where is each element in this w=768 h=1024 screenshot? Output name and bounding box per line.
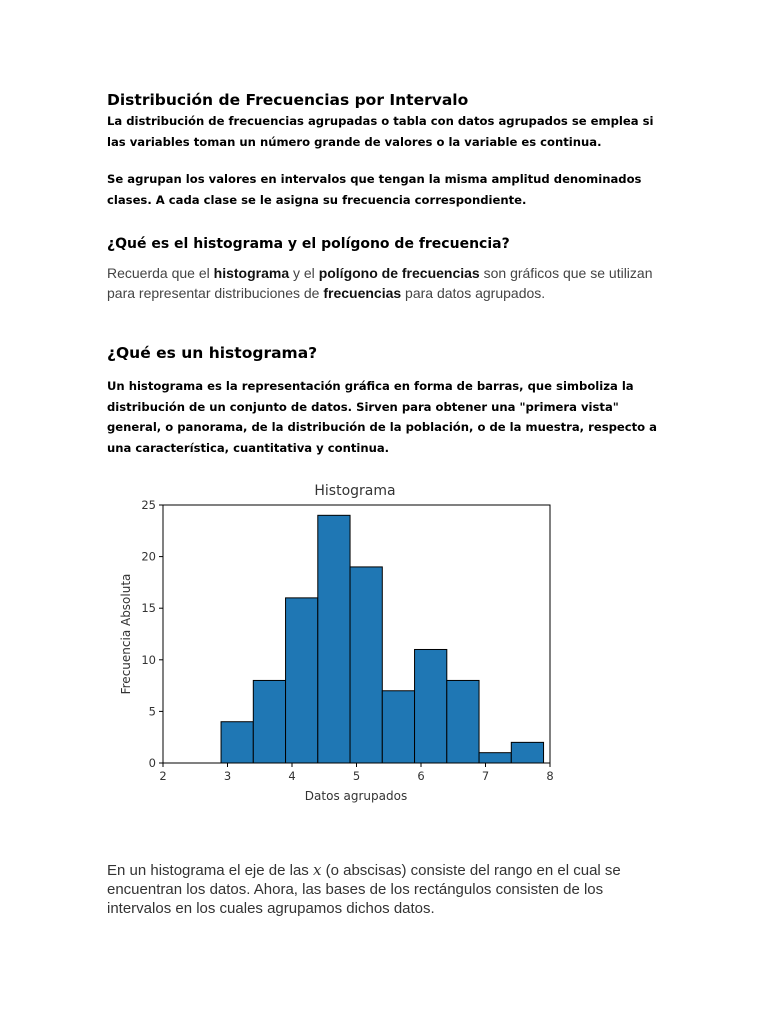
text-span: para datos agrupados. xyxy=(401,285,546,301)
histogram-bar xyxy=(415,649,447,763)
x-tick-label: 8 xyxy=(546,769,554,783)
text-span: son gráficos que se utilizan para representar distribuciones de xyxy=(107,265,653,301)
histogram-bar xyxy=(511,742,543,763)
x-tick-label: 4 xyxy=(288,769,296,783)
histogram-bar xyxy=(350,567,382,763)
text-span: En un histograma el eje de las xyxy=(107,862,313,879)
x-tick-label: 2 xyxy=(159,769,167,783)
histogram-bar xyxy=(479,753,511,763)
chart-title: Histograma xyxy=(314,483,396,499)
paragraph-eje-x xyxy=(107,861,647,918)
bold-term-poligono: polígono de frecuencias xyxy=(318,265,480,281)
text-span: Recuerda que el xyxy=(107,265,214,281)
bold-term-histograma: histograma xyxy=(213,265,290,281)
y-tick-label: 5 xyxy=(148,704,156,719)
histogram-bar xyxy=(286,598,318,763)
y-tick-label: 20 xyxy=(141,549,156,564)
x-tick-label: 5 xyxy=(352,769,361,783)
section-title-histograma-poligono: ¿Qué es el histograma y el polígono de frecuencia? xyxy=(107,236,510,252)
x-tick-label: 3 xyxy=(223,769,232,783)
y-tick-label: 25 xyxy=(141,498,156,512)
text-span: (o abscisas) consiste del rango en el cual se encuentran los datos. Ahora, las bases de los rectángulos consisten de los intervalos en los cuales agrupamos dichos datos. xyxy=(107,862,621,917)
y-axis-label: Frecuencia Absoluta xyxy=(119,573,133,695)
bold-term-frecuencias: frecuencias xyxy=(323,285,402,301)
histogram-bar xyxy=(221,722,253,763)
paragraph-recuerda xyxy=(107,263,667,303)
text-span: y el xyxy=(289,265,319,281)
histogram-bar xyxy=(318,515,350,763)
section-title-distribucion: Distribución de Frecuencias por Intervalo xyxy=(107,91,469,109)
paragraph-definicion: La distribución de frecuencias agrupadas o tabla con datos agrupados se emplea si las variables toman un número grande de valores o la variable es continua. xyxy=(107,114,654,149)
histogram-bar xyxy=(382,691,414,763)
paragraph-histograma-def: Un histograma es la representación gráfica en forma de barras, que simboliza la distribución de un conjunto de datos. Sirven para obtener una "primera vista" general, o panorama, de la distribución de la población, o de la muestra, respecto a una característica, cuantitativa y continua. xyxy=(107,379,657,455)
x-axis-label: Datos agrupados xyxy=(304,789,408,803)
y-tick-label: 10 xyxy=(141,652,156,667)
math-variable-x: x xyxy=(312,861,322,879)
x-tick-label: 7 xyxy=(481,769,490,783)
histogram-bar xyxy=(253,680,285,763)
x-tick-label: 6 xyxy=(417,769,425,783)
section-title-que-es-histograma: ¿Qué es un histograma? xyxy=(107,344,318,362)
paragraph-clases: Se agrupan los valores en intervalos que tengan la misma amplitud denominados clases. A cada clase se le asigna su frecuencia correspondiente. xyxy=(107,172,642,207)
histogram-bar xyxy=(447,680,479,763)
y-tick-label: 0 xyxy=(148,756,156,770)
y-tick-label: 15 xyxy=(141,601,156,616)
histogram-chart xyxy=(110,475,560,810)
